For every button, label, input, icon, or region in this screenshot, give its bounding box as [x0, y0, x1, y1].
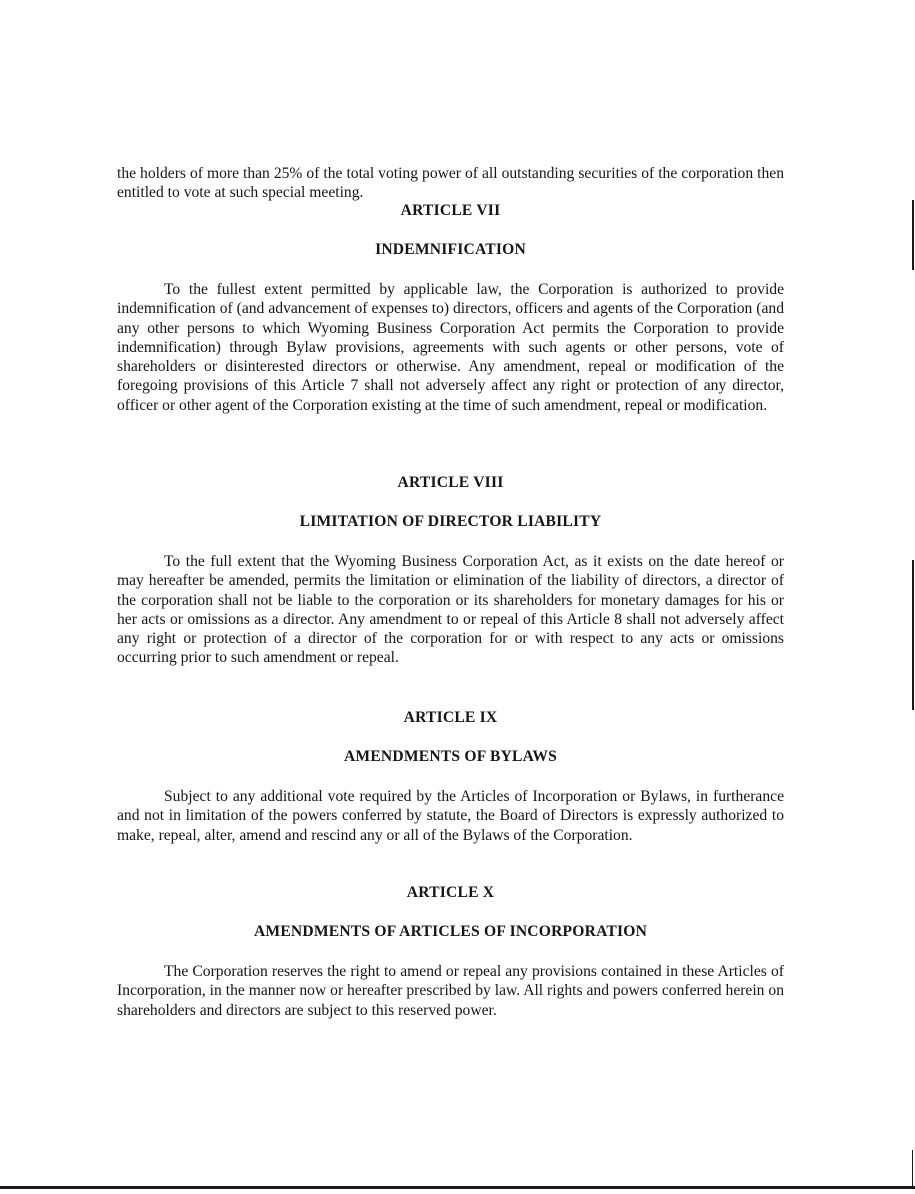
article-vii-number: ARTICLE VII	[400, 202, 501, 219]
scan-edge-mark	[912, 200, 914, 270]
scan-edge-mark	[912, 1150, 913, 1186]
scan-edge-mark	[912, 560, 914, 710]
article-x-body: The Corporation reserves the right to amend or repeal any provisions contained in these Articles of Incorporation, in the manner now or hereafter prescribed by law. All rights and powers conferred herein on shareholders and directors are subject to this reserved power.	[117, 963, 784, 1019]
scan-bottom-edge	[0, 1186, 915, 1189]
article-vii-body: To the fullest extent permitted by applicable law, the Corporation is authorized to provide indemnification of (and advancement of expenses to) directors, officers and agents of the Corporation (and any other persons to which Wyoming Business Corporation Act permits the Corporation to provide indemnification) through Bylaw provisions, agreements with such agents or other persons, vote of shareholders or disinterested directors or otherwise. Any amendment, repeal or modification of the foregoing provisions of this Article 7 shall not adversely affect any right or protection of any director, officer or other agent of the Corporation existing at the time of such amendment, repeal or modification.	[117, 281, 784, 414]
article-ix-title: AMENDMENTS OF BYLAWS	[343, 748, 558, 765]
article-vii-title: INDEMNIFICATION	[375, 241, 526, 258]
article-viii-title: LIMITATION OF DIRECTOR LIABILITY	[299, 513, 602, 530]
article-viii-body: To the full extent that the Wyoming Business Corporation Act, as it exists on the date hereof or may hereafter be amended, permits the limitation or elimination of the liability of directors, a director of the corporation shall not be liable to the corporation or its shareholders for monetary damages for his or her acts or omissions as a director. Any amendment to or repeal of this Article 8 shall not adversely affect any right or protection of a director of the corporation for or with respect to any acts or omissions occurring prior to such amendment or repeal.	[117, 553, 784, 667]
article-ix-number: ARTICLE IX	[403, 709, 498, 726]
article-x-number: ARTICLE X	[406, 884, 495, 901]
article-ix-body: Subject to any additional vote required by the Articles of Incorporation or Bylaws, in furtherance and not in limitation of the powers conferred by statute, the Board of Directors is expressly authorized to make, repeal, alter, amend and rescind any or all of the Bylaws of the Corporation.	[117, 788, 784, 844]
article-x-title: AMENDMENTS OF ARTICLES OF INCORPORATION	[253, 923, 648, 940]
article-viii-number: ARTICLE VIII	[397, 474, 504, 491]
continuation-paragraph: the holders of more than 25% of the total voting power of all outstanding securities of the corporation then entitled to vote at such special meeting.	[117, 165, 784, 202]
